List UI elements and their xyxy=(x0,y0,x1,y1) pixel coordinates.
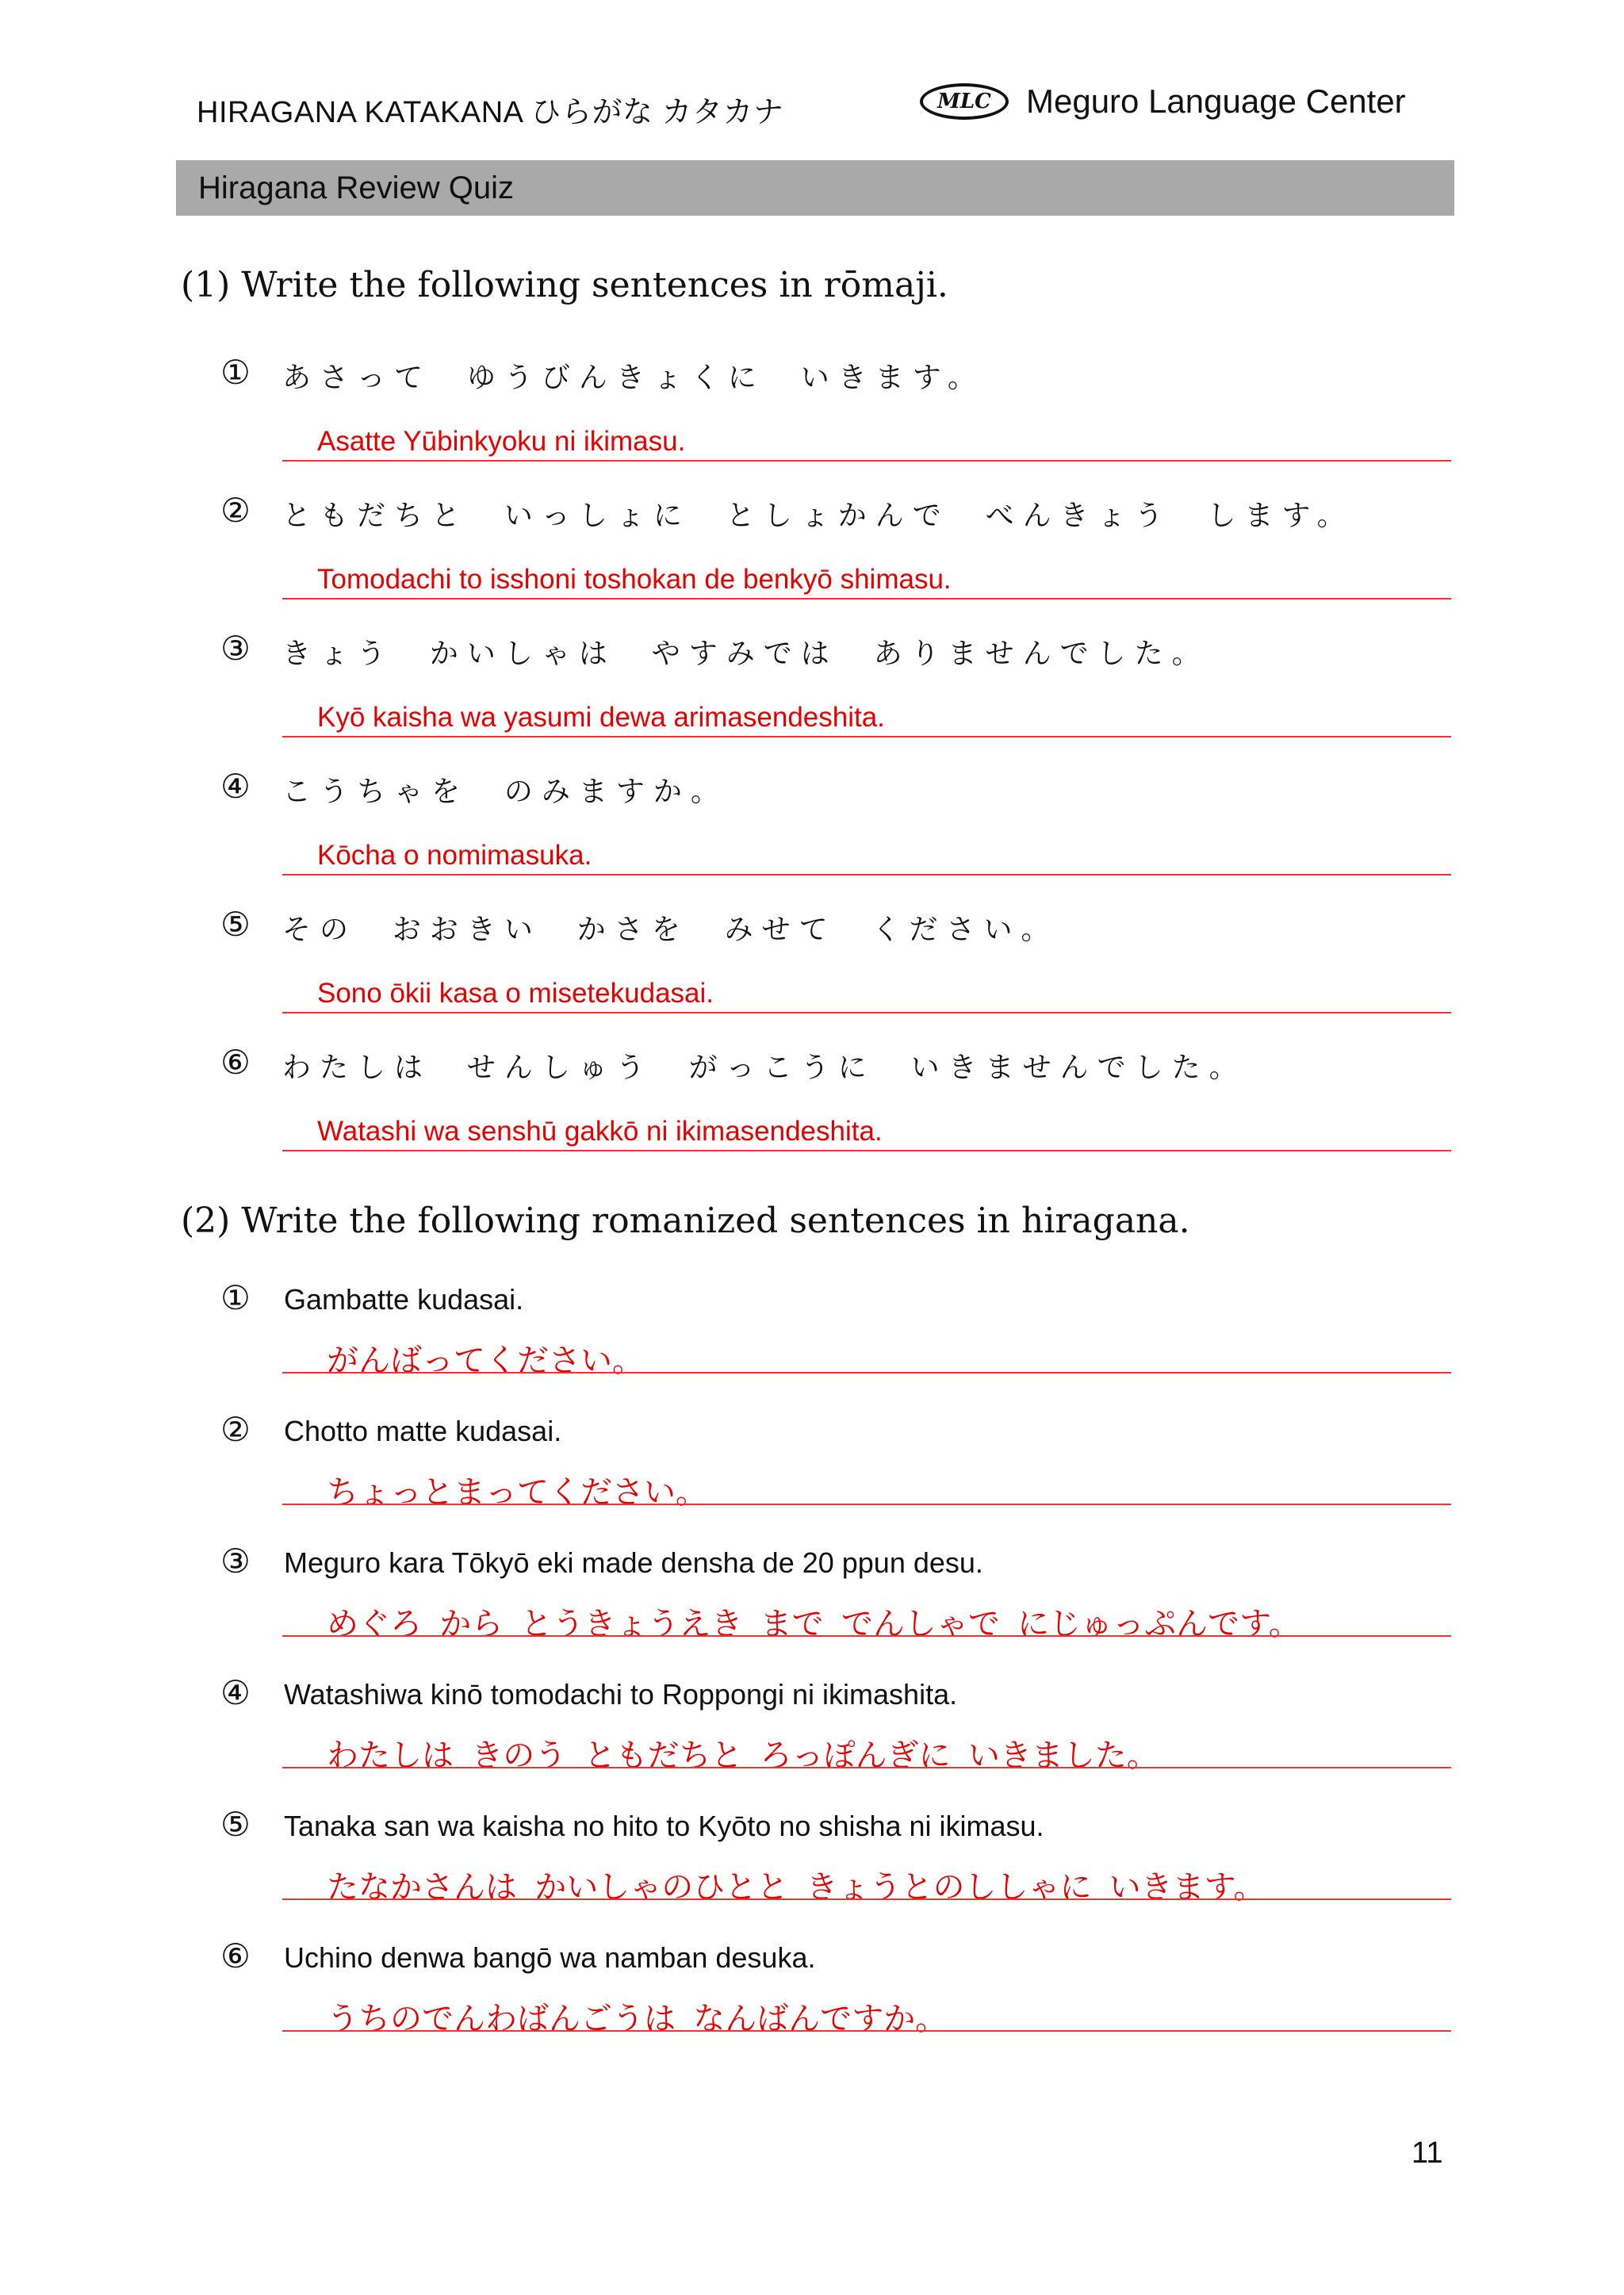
organization-name: Meguro Language Center xyxy=(1026,82,1406,120)
part2-item-number: ② xyxy=(220,1411,251,1448)
page-number: 11 xyxy=(1411,2136,1443,2170)
part1-item-number: ⑥ xyxy=(220,1044,251,1081)
part1-item-number: ② xyxy=(220,492,251,529)
part1-answer: Kyō kaisha wa yasumi dewa arimasendeshita. xyxy=(317,702,885,733)
part1-item-number: ④ xyxy=(220,768,251,805)
answer-line xyxy=(282,1150,1451,1151)
part2-question: Gambatte kudasai. xyxy=(284,1283,524,1316)
part2-item-number: ④ xyxy=(220,1674,251,1711)
part1-question: その おおきい かさを みせて ください。 xyxy=(282,914,1059,946)
answer-line xyxy=(282,1635,1451,1637)
answer-line xyxy=(282,598,1451,600)
part1-answer: Watashi wa senshū gakkō ni ikimasendeshita. xyxy=(317,1116,883,1147)
part1-question: こうちゃを のみますか。 xyxy=(282,776,728,808)
part1-question: あさって ゆうびんきょくに いきます。 xyxy=(282,362,985,394)
answer-line xyxy=(282,1372,1451,1374)
answer-line xyxy=(282,1012,1451,1013)
part1-heading: (1) Write the following sentences in rōmaji. xyxy=(181,265,948,305)
part2-item-number: ⑤ xyxy=(220,1806,251,1843)
part2-answer: うちのでんわばんごうは なんばんですか。 xyxy=(327,2002,948,2036)
answer-line xyxy=(282,460,1451,462)
section-title-bar: Hiragana Review Quiz xyxy=(176,160,1454,216)
document-title: HIRAGANA KATAKANA ひらがな カタカナ xyxy=(197,96,784,129)
answer-line xyxy=(282,2030,1451,2032)
part2-heading: (2) Write the following romanized sentences in hiragana. xyxy=(181,1201,1190,1241)
answer-line xyxy=(282,1898,1451,1900)
part2-item-number: ① xyxy=(220,1279,251,1316)
part2-answer: がんばってください。 xyxy=(327,1343,644,1378)
part2-item-number: ③ xyxy=(220,1542,251,1580)
part1-question: わたしは せんしゅう がっこうに いきませんでした。 xyxy=(282,1052,1247,1084)
answer-line xyxy=(282,736,1451,738)
part1-item-number: ③ xyxy=(220,630,251,667)
part2-item-number: ⑥ xyxy=(220,1937,251,1975)
part1-item-number: ① xyxy=(220,354,251,391)
part2-answer: たなかさんは かいしゃのひとと きょうとのししゃに いきます。 xyxy=(327,1870,1266,1905)
part1-answer: Sono ōkii kasa o misetekudasai. xyxy=(317,978,714,1009)
mlc-logo: MLC xyxy=(920,83,1009,120)
part1-answer: Asatte Yūbinkyoku ni ikimasu. xyxy=(317,426,686,457)
part1-question: きょう かいしゃは やすみでは ありませんでした。 xyxy=(282,638,1209,670)
answer-line xyxy=(282,1767,1451,1768)
part2-question: Tanaka san wa kaisha no hito to Kyōto no shisha ni ikimasu. xyxy=(284,1810,1044,1842)
part1-item-number: ⑤ xyxy=(220,906,251,943)
part2-question: Chotto matte kudasai. xyxy=(284,1415,562,1447)
part2-question: Meguro kara Tōkyō eki made densha de 20 ppun desu. xyxy=(284,1546,983,1579)
part2-answer: ちょっとまってください。 xyxy=(327,1475,707,1510)
part2-question: Uchino denwa bangō wa namban desuka. xyxy=(284,1941,816,1974)
part2-answer: めぐろ から とうきょうえき まで でんしゃで にじゅっぷんです。 xyxy=(327,1607,1300,1642)
part2-question: Watashiwa kinō tomodachi to Roppongi ni ikimashita. xyxy=(284,1678,958,1711)
header-brand xyxy=(920,82,1406,121)
part1-answer: Tomodachi to isshoni toshokan de benkyō shimasu. xyxy=(317,564,952,595)
part1-question: ともだちと いっしょに としょかんで べんきょう します。 xyxy=(282,500,1354,532)
answer-line xyxy=(282,874,1451,875)
part2-answer: わたしは きのう ともだちと ろっぽんぎに いきました。 xyxy=(327,1738,1159,1773)
part1-answer: Kōcha o nomimasuka. xyxy=(317,840,592,871)
answer-line xyxy=(282,1504,1451,1505)
